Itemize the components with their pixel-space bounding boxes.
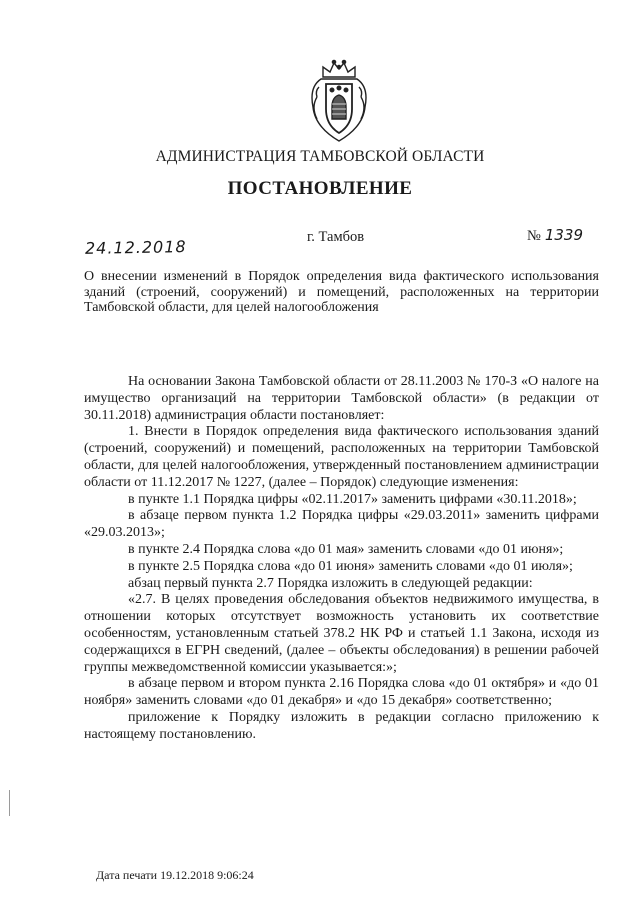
paragraph: в пункте 2.5 Порядка слова «до 01 июня» заменить словами «до 01 июля»; bbox=[128, 558, 573, 574]
paragraph: в абзаце первом и втором пункта 2.16 Порядка слова «до 01 октября» и «до 01 ноября» заменить словами «до 01 декабря» и «до 15 декабря» соответственно; bbox=[84, 676, 599, 709]
coat-of-arms-icon bbox=[299, 57, 379, 145]
paragraph: абзац первый пункта 2.7 Порядка изложить в следующей редакции: bbox=[128, 575, 533, 591]
document-number bbox=[527, 226, 583, 245]
document-body bbox=[84, 374, 599, 744]
document-type: ПОСТАНОВЛЕНИЕ bbox=[227, 178, 413, 199]
print-date: Дата печати 19.12.2018 9:06:24 bbox=[96, 868, 254, 882]
paragraph: в абзаце первом пункта 1.2 Порядка цифры «29.03.2011» заменить цифрами «29.03.2013»; bbox=[84, 508, 599, 541]
paragraph: На основании Закона Тамбовской области от 28.11.2003 № 170-З «О налоге на имущество организаций на территории Тамбовской области» (в редакции от 30.11.2018) администрация области постановляет: bbox=[84, 374, 599, 423]
paragraph: «2.7. В целях проведения обследования объектов недвижимого имущества, в отношении которых отсутствует возможность установить их соответствие особенностям, установленным статьей 378.2 НК РФ и статьей 1.1 Закона, исходя из содержащихся в ЕГРН сведений, (далее – объекты обследования) в решении рабочей группы межведомственной комиссии указывается:»; bbox=[84, 592, 599, 675]
paragraph: приложение к Порядку изложить в редакции согласно приложению к настоящему постановлению. bbox=[84, 709, 599, 742]
scan-margin-mark bbox=[9, 790, 10, 816]
document-city: г. Тамбов bbox=[307, 229, 365, 245]
paragraph: 1. Внести в Порядок определения вида фактического использования зданий (строений, сооружений) и помещений, расположенных на территории Тамбовской области, для целей налогообложения, утвержденный постановлением администрации области от 11.12.2017 № 1227, (далее – Порядок) следующие изменения: bbox=[84, 424, 599, 490]
organization-name: АДМИНИСТРАЦИЯ ТАМБОВСКОЙ ОБЛАСТИ bbox=[155, 148, 485, 165]
paragraph: в пункте 1.1 Порядка цифры «02.11.2017» заменить цифрами «30.11.2018»; bbox=[128, 491, 577, 507]
document-date: 24.12.2018 bbox=[84, 237, 187, 258]
number-prefix: № bbox=[527, 228, 541, 244]
document-subject: О внесении изменений в Порядок определения вида фактического использования зданий (строений, сооружений) и помещений, расположенных на территории Тамбовской области, для целей налогообложения bbox=[84, 269, 599, 316]
number-value: 1339 bbox=[544, 226, 584, 244]
paragraph: в пункте 2.4 Порядка слова «до 01 мая» заменить словами «до 01 июня»; bbox=[128, 541, 564, 557]
